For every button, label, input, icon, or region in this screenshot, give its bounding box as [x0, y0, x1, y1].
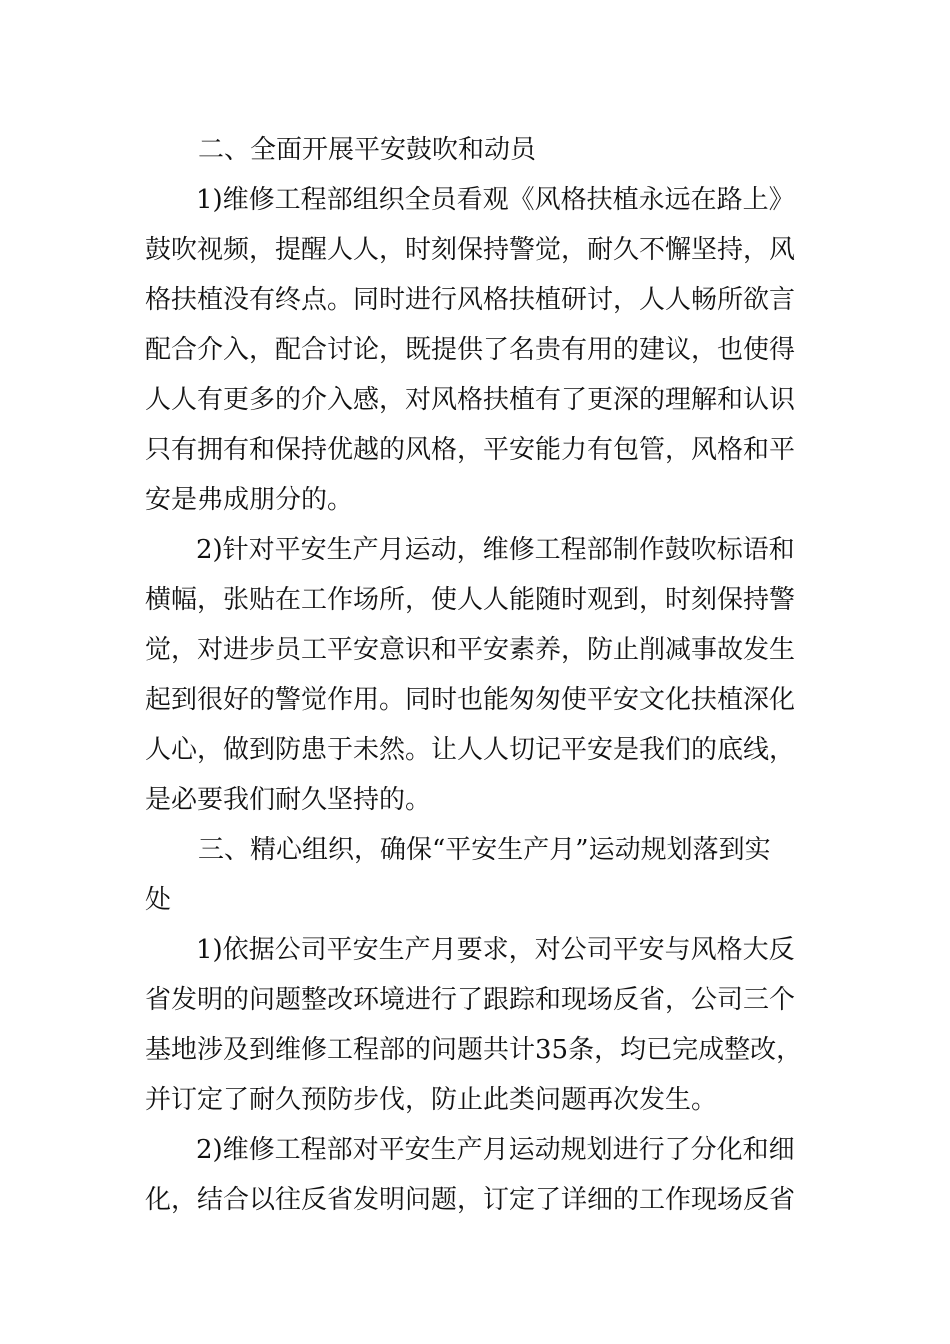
paragraph-line: 人心，做到防患于未然。让人人切记平安是我们的底线， — [145, 735, 796, 765]
paragraph-line: 是必要我们耐久坚持的。 — [145, 785, 432, 815]
paragraph-line: 化，结合以往反省发明问题，订定了详细的工作现场反省 — [145, 1185, 796, 1215]
paragraph-line: 省发明的问题整改环境进行了跟踪和现场反省，公司三个 — [145, 985, 796, 1015]
paragraph-line: 格扶植没有终点。同时进行风格扶植研讨，人人畅所欲言 — [145, 285, 796, 315]
paragraph-line: 人人有更多的介入感，对风格扶植有了更深的理解和认识 — [145, 385, 796, 415]
paragraph-line: 并订定了耐久预防步伐，防止此类问题再次发生。 — [145, 1085, 718, 1115]
section-heading-3-cont: 处 — [145, 885, 172, 915]
paragraph-line: 横幅，张贴在工作场所，使人人能随时观到，时刻保持警 — [145, 585, 796, 615]
paragraph-line: 安是弗成朋分的。 — [145, 485, 354, 515]
paragraph-line: 起到很好的警觉作用。同时也能匆匆使平安文化扶植深化 — [145, 685, 796, 715]
paragraph-line: 配合介入，配合讨论，既提供了名贵有用的建议，也使得 — [145, 335, 796, 365]
paragraph-line: 基地涉及到维修工程部的问题共计35条，均已完成整改， — [145, 1035, 803, 1065]
section-heading-3: 三、精心组织，确保“平安生产月”运动规划落到实 — [198, 835, 771, 865]
paragraph-line: 2)针对平安生产月运动，维修工程部制作鼓吹标语和 — [196, 535, 795, 565]
paragraph-line: 鼓吹视频，提醒人人，时刻保持警觉，耐久不懈坚持，风 — [145, 235, 796, 265]
paragraph-line: 2)维修工程部对平安生产月运动规划进行了分化和细 — [196, 1135, 795, 1165]
paragraph-line: 1)依据公司平安生产月要求，对公司平安与风格大反 — [196, 935, 795, 965]
section-heading-2: 二、全面开展平安鼓吹和动员 — [198, 135, 537, 165]
paragraph-line: 觉，对进步员工平安意识和平安素养，防止削减事故发生 — [145, 635, 796, 665]
paragraph-line: 只有拥有和保持优越的风格，平安能力有包管，风格和平 — [145, 435, 796, 465]
paragraph-line: 1)维修工程部组织全员看观《风格扶植永远在路上》 — [196, 185, 795, 215]
